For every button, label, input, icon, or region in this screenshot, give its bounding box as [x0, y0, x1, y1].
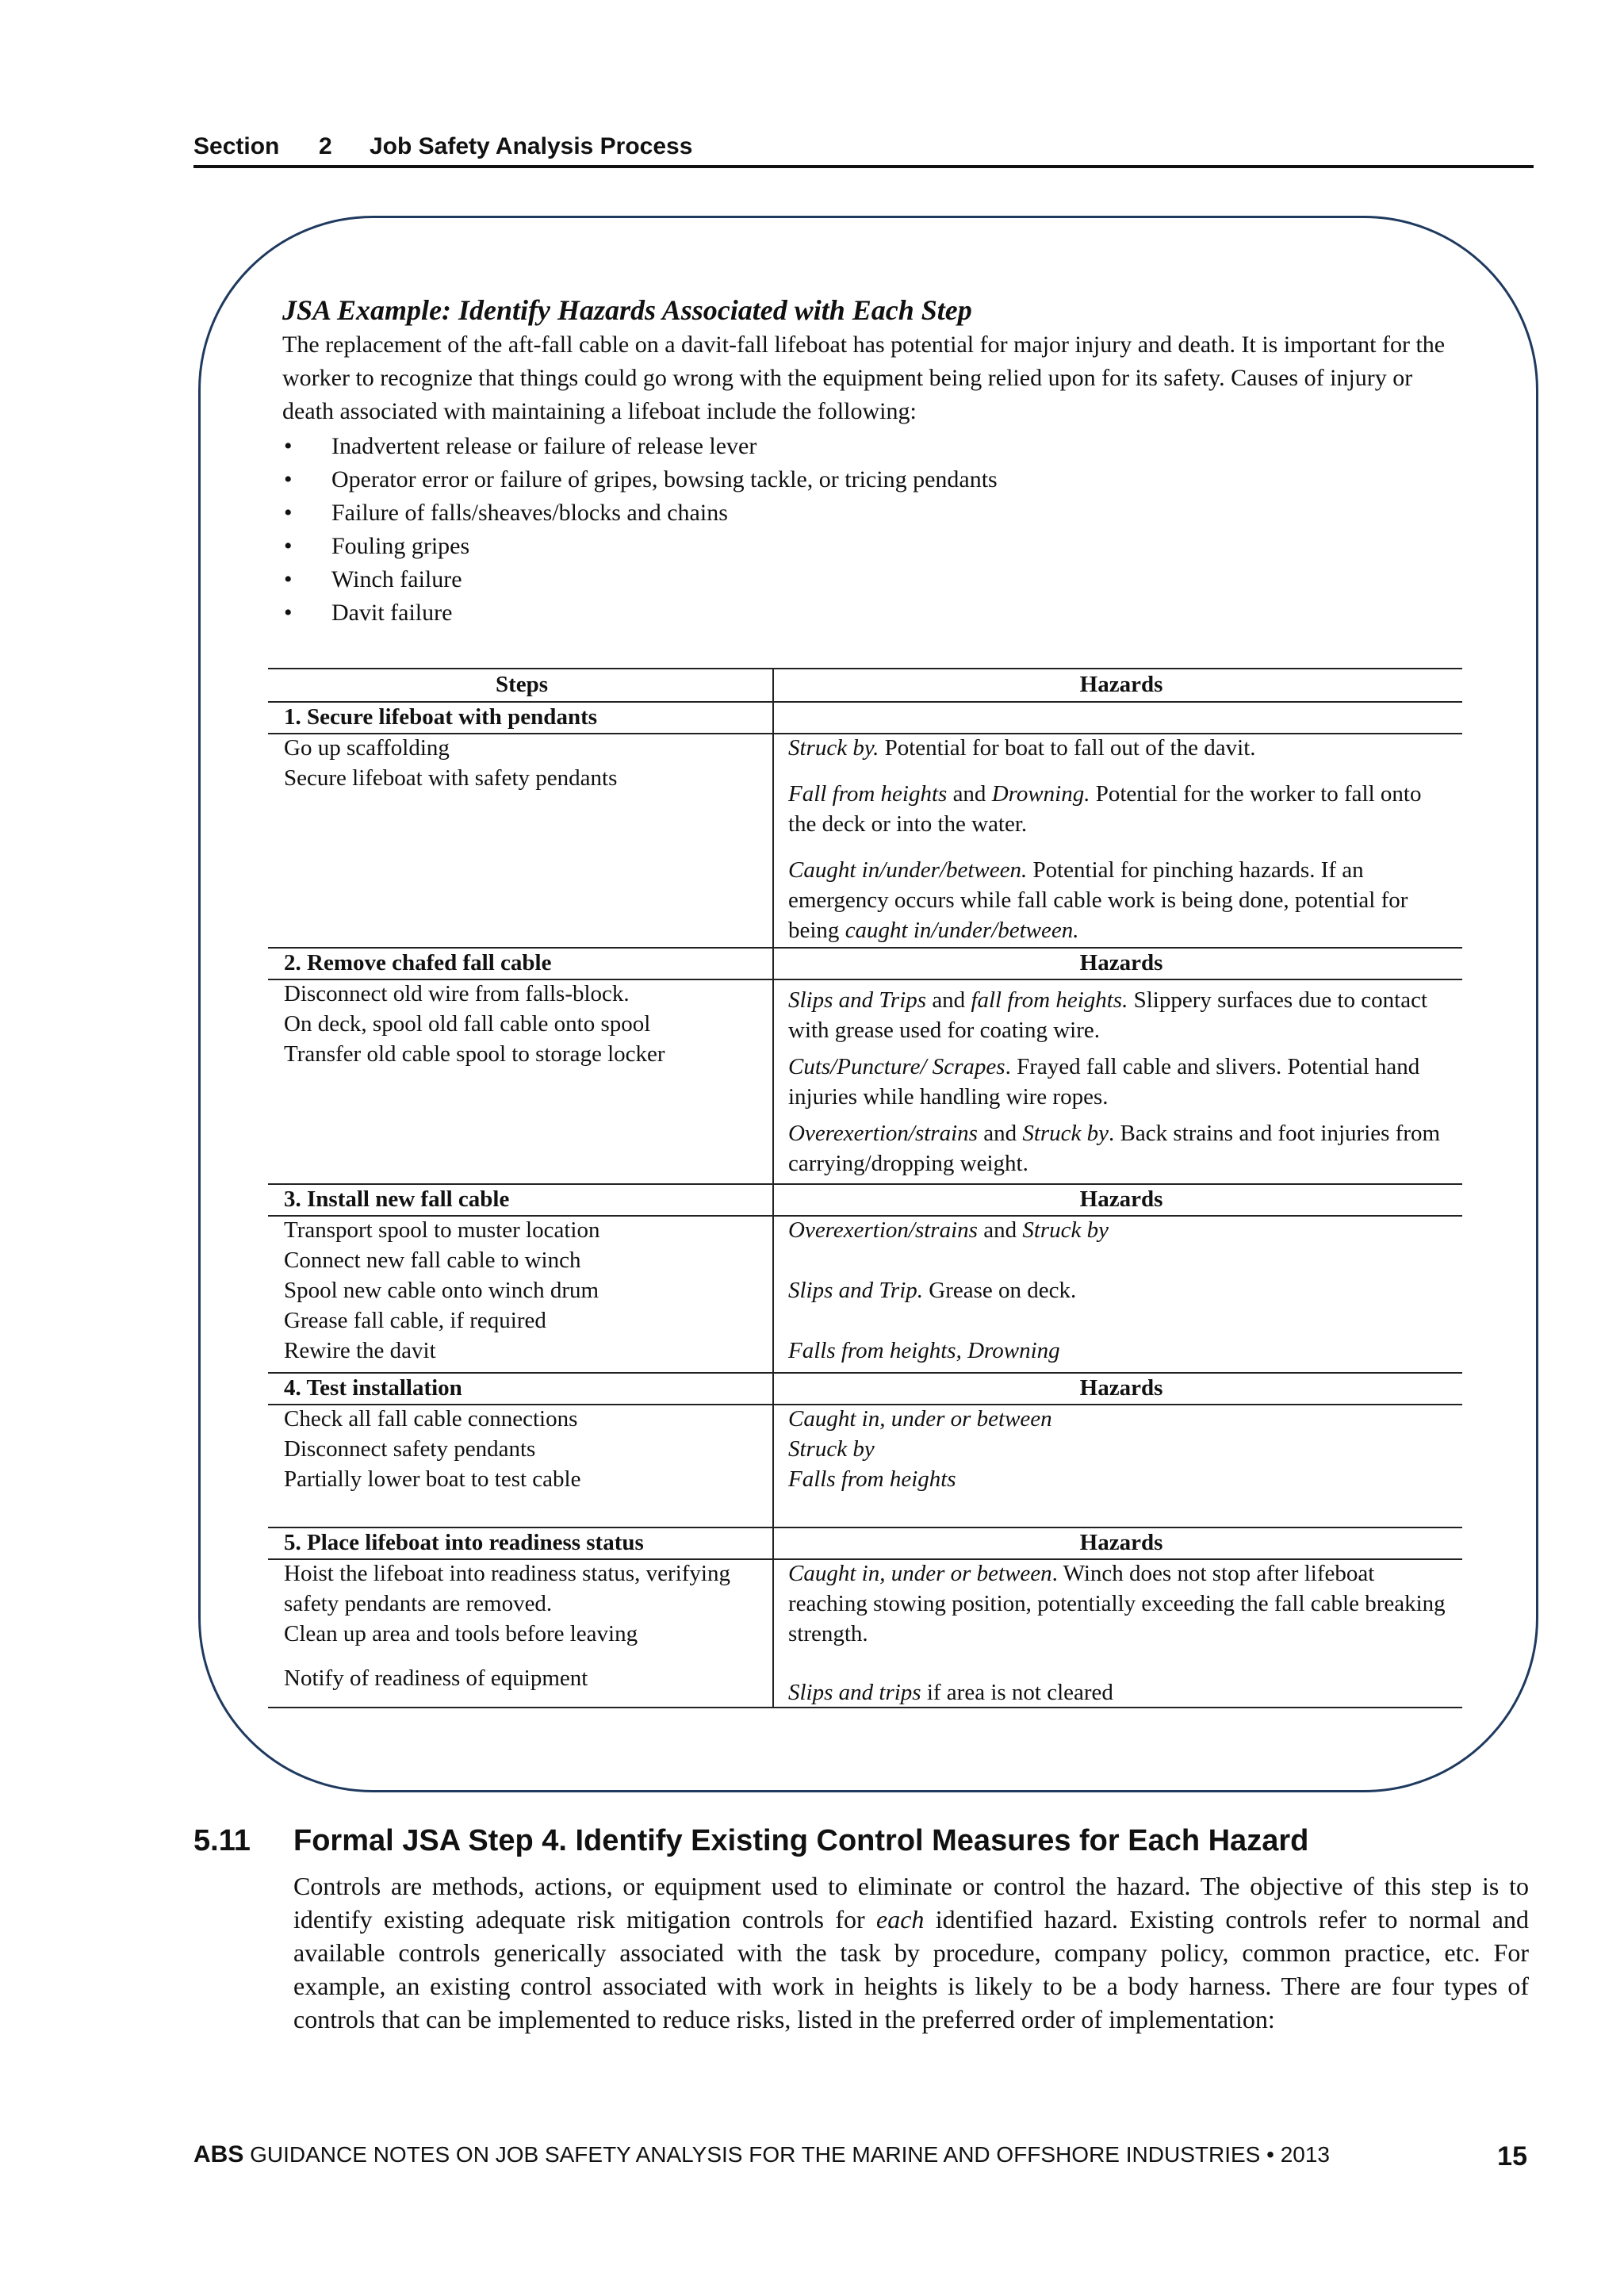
header-section-number: 2 [319, 133, 332, 159]
causes-list [282, 430, 998, 630]
step-2-substeps [284, 979, 760, 1069]
hazard-type: Struck by [1022, 1121, 1109, 1146]
step-4-hazards-label: Hazards [1079, 1375, 1163, 1401]
step-1-hazards [788, 733, 1454, 945]
hazard-description: Grease on deck. [923, 1278, 1077, 1303]
substep: Check all fall cable connections [284, 1406, 578, 1432]
step-3-hazards [788, 1215, 1454, 1366]
page-footer [193, 2141, 1534, 2176]
substep: Rewire the davit [284, 1338, 436, 1363]
hazards-column-header: Hazards [1079, 672, 1163, 697]
conjunction: and [977, 1217, 1023, 1243]
body-text: Controls are methods, actions, or equipment used to eliminate or control the hazard. The objective of this step is to identify existing adequate risk mitigation controls for [293, 1872, 1529, 1934]
hazard-type: Struck by. [788, 735, 879, 761]
hazard-entry [788, 1215, 1454, 1245]
substep: Disconnect old wire from falls-block. [284, 981, 630, 1006]
substep: Go up scaffolding [284, 735, 450, 761]
step-2-hazards [788, 985, 1454, 1179]
hazard-description: if area is not cleared [921, 1680, 1113, 1705]
conjunction: and [977, 1121, 1023, 1146]
hazard-type: Cuts/Puncture/ Scrapes [788, 1054, 1005, 1079]
substep: On deck, spool old fall cable onto spool [284, 1011, 651, 1037]
hazard-description: Potential for the worker to fall onto the deck or into the water. [788, 781, 1422, 837]
step-4-title: 4. Test installation [284, 1375, 462, 1401]
hazard-entry: Struck by [788, 1436, 875, 1462]
hazard-entry [788, 985, 1454, 1045]
hazard-description: Slippery surfaces due to contact with grease used for coating wire. [788, 987, 1428, 1043]
substep: Secure lifeboat with safety pendants [284, 765, 618, 791]
substep: Hoist the lifeboat into readiness status, verifying safety pendants are removed. [284, 1561, 730, 1616]
substep: Partially lower boat to test cable [284, 1466, 581, 1492]
hazard-entry [788, 733, 1454, 763]
substep: Transfer old cable spool to storage locker [284, 1041, 665, 1067]
step-4-substeps [284, 1404, 760, 1494]
cause-item: • Operator error or failure of gripes, bowsing tackle, or tricing pendants [282, 463, 998, 496]
footer-year: 2013 [1280, 2142, 1331, 2167]
step-5-substeps [284, 1558, 760, 1693]
page-number: 15 [1497, 2141, 1527, 2171]
section-body [293, 1869, 1529, 2036]
hazard-entry [788, 1336, 1454, 1366]
substep: Transport spool to muster location [284, 1217, 600, 1243]
hazard-entry [788, 1052, 1454, 1112]
step-1-substeps [284, 733, 760, 793]
running-header [193, 133, 1534, 168]
hazard-description: . Back strains and foot injuries from carrying/dropping weight. [788, 1121, 1441, 1176]
cause-item: • Fouling gripes [282, 530, 998, 563]
section-title: Formal JSA Step 4. Identify Existing Control Measures for Each Hazard [293, 1824, 1309, 1857]
hazard-entry [788, 1677, 1454, 1708]
hazard-type: fall from heights. [971, 987, 1128, 1013]
hazard-type: Overexertion/strains [788, 1217, 978, 1243]
footer-title: GUIDANCE NOTES ON JOB SAFETY ANALYSIS FOR THE MARINE AND OFFSHORE INDUSTRIES [250, 2142, 1261, 2167]
substep: Spool new cable onto winch drum [284, 1278, 599, 1303]
cause-item: • Inadvertent release or failure of release lever [282, 430, 998, 463]
hazard-type: Slips and trips [788, 1680, 921, 1705]
conjunction: and [926, 987, 971, 1013]
substep: Disconnect safety pendants [284, 1436, 536, 1462]
steps-hazards-table [268, 668, 1462, 1708]
step-3-substeps [284, 1215, 760, 1366]
hazard-type: caught in/under/between. [845, 918, 1079, 943]
jsa-example-title: JSA Example: Identify Hazards Associated with Each Step [282, 294, 972, 326]
table-column-divider [772, 668, 774, 1708]
hazard-entry: Falls from heights [788, 1466, 956, 1492]
hazard-type: Overexertion/strains [788, 1121, 978, 1146]
hazard-type: Slips and Trips [788, 987, 927, 1013]
step-4-hazards [788, 1404, 1454, 1494]
hazard-description: Potential for boat to fall out of the davit. [879, 735, 1256, 761]
cause-item: • Winch failure [282, 563, 998, 596]
hazard-type: Falls from heights, Drowning [788, 1338, 1060, 1363]
substep: Notify of readiness of equipment [284, 1665, 588, 1691]
substep: Grease fall cable, if required [284, 1308, 546, 1333]
step-3-hazards-label: Hazards [1079, 1186, 1163, 1212]
hazard-entry [788, 779, 1454, 839]
header-section-label: Section [193, 133, 280, 159]
hazard-entry [788, 1118, 1454, 1179]
cause-item: • Failure of falls/sheaves/blocks and chains [282, 496, 998, 530]
step-1-title: 1. Secure lifeboat with pendants [284, 704, 598, 730]
substep: Connect new fall cable to winch [284, 1248, 581, 1273]
hazard-description: Potential for pinching hazards. If an emergency occurs while fall cable work is being done, potential for being [788, 857, 1408, 943]
header-section-title: Job Safety Analysis Process [370, 133, 693, 159]
hazard-type: Drowning. [991, 781, 1090, 807]
jsa-example-intro: The replacement of the aft-fall cable on a davit-fall lifeboat has potential for major injury and death. It is important for the worker to recognize that things could go wrong with the equipment being relied upon for its safety. Causes of injury or death associated with maintaining a lifeboat include the following: [282, 332, 1446, 424]
body-text: identified hazard. Existing controls refer to normal and available controls generically associated with the task by procedure, company policy, common practice, etc. For example, an existing control associated with work in heights is likely to be a body harness. There are four types of controls that can be implemented to reduce risks, listed in the preferred order of implementation: [293, 1905, 1530, 2033]
conjunction: and [947, 781, 992, 807]
hazard-type: Fall from heights [788, 781, 948, 807]
hazard-entry [788, 1558, 1454, 1649]
step-2-title: 2. Remove chafed fall cable [284, 950, 552, 976]
hazard-type: Caught in/under/between. [788, 857, 1028, 883]
body-emphasis: each [876, 1905, 925, 1934]
footer-separator: • [1266, 2142, 1274, 2167]
cause-item: • Davit failure [282, 596, 998, 630]
steps-column-header: Steps [495, 672, 549, 697]
hazard-entry [788, 1275, 1454, 1305]
hazard-entry: Caught in, under or between [788, 1406, 1052, 1432]
section-number: 5.11 [193, 1824, 251, 1857]
step-3-title: 3. Install new fall cable [284, 1186, 510, 1212]
hazard-entry [788, 855, 1454, 945]
step-5-hazards [788, 1558, 1454, 1708]
step-2-hazards-label: Hazards [1079, 950, 1163, 976]
substep: Clean up area and tools before leaving [284, 1621, 638, 1646]
hazard-description: . Frayed fall cable and slivers. Potential hand injuries while handling wire ropes. [788, 1054, 1420, 1110]
step-5-hazards-label: Hazards [1079, 1530, 1163, 1555]
hazard-type: Caught in, under or between [788, 1561, 1052, 1586]
step-5-title: 5. Place lifeboat into readiness status [284, 1530, 644, 1555]
hazard-description: . Winch does not stop after lifeboat reaching stowing position, potentially exceeding the fall cable breaking strength. [788, 1561, 1446, 1646]
hazard-type: Struck by [1022, 1217, 1109, 1243]
abs-logo-text: ABS [193, 2141, 244, 2168]
hazard-type: Slips and Trip. [788, 1278, 924, 1303]
